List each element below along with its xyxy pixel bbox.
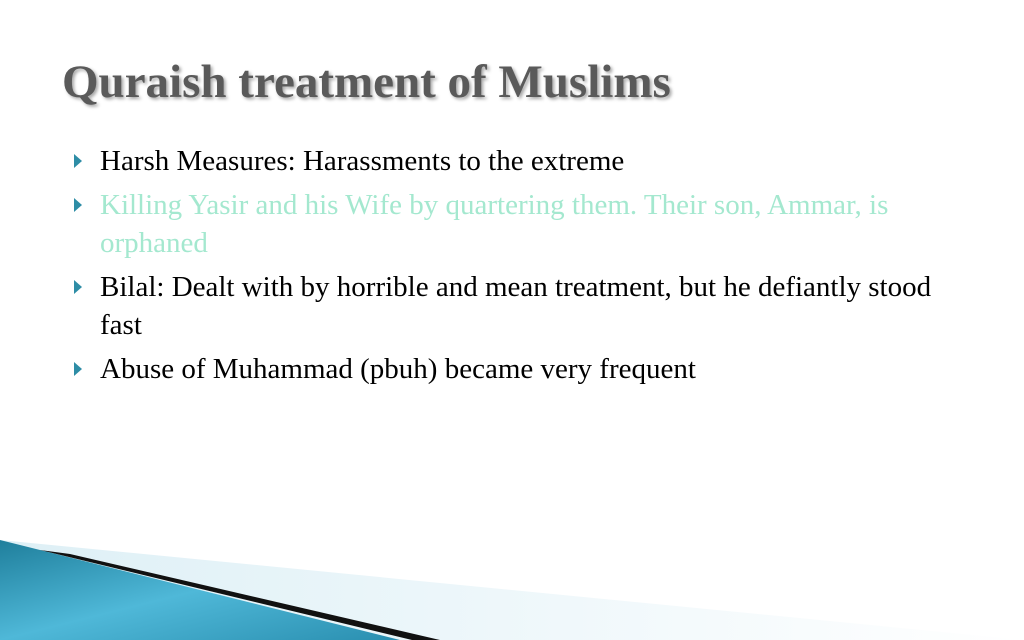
bullet-text: Abuse of Muhammad (pbuh) became very frequent [100,353,696,385]
bullet-text: Bilal: Dealt with by horrible and mean treatment, but he defiantly stood fast [100,271,932,341]
bullet-item [70,268,950,344]
bullet-text: Harsh Measures: Harassments to the extreme [100,145,625,177]
bullet-item [70,186,950,262]
triangle-right-icon [74,154,82,168]
bullet-item [70,350,950,388]
corner-decoration [0,520,1024,640]
bullet-item [70,142,950,180]
triangle-right-icon [74,280,82,294]
triangle-right-icon [74,362,82,376]
bullet-text: Killing Yasir and his Wife by quartering them. Their son, Ammar, is orphaned [100,189,889,259]
bullet-list [70,142,950,394]
slide-title: Quraish treatment of Muslims [62,56,671,108]
triangle-right-icon [74,198,82,212]
